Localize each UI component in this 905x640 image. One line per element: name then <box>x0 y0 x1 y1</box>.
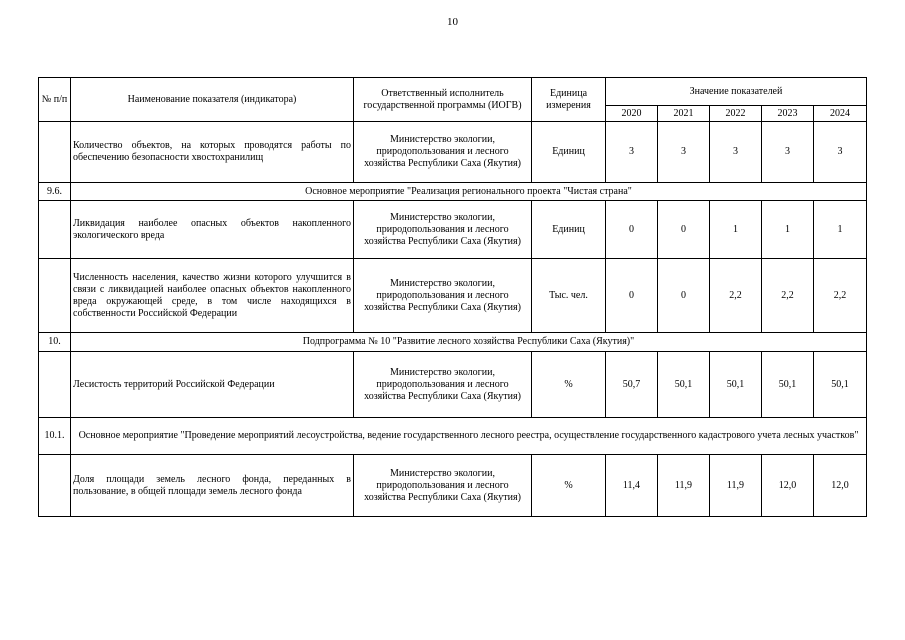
row-indicator-name: Доля площади земель лесного фонда, переданных в пользование, в общей площади земель лесного фонда <box>71 455 354 517</box>
section-row <box>39 183 867 201</box>
section-num: 10.1. <box>39 418 71 455</box>
row-unit: Тыс. чел. <box>532 259 606 333</box>
header-name: Наименование показателя (индикатора) <box>71 78 354 122</box>
section-row <box>39 333 867 352</box>
row-value: 11,9 <box>710 455 762 517</box>
row-num <box>39 352 71 418</box>
row-executor: Министерство экологии, природопользования и лесного хозяйства Республики Саха (Якутия) <box>354 352 532 418</box>
section-num: 10. <box>39 333 71 352</box>
row-unit: Единиц <box>532 122 606 183</box>
header-row <box>39 78 867 106</box>
row-value: 0 <box>658 201 710 259</box>
row-value: 0 <box>606 259 658 333</box>
row-indicator-name: Лесистость территорий Российской Федерации <box>71 352 354 418</box>
row-num <box>39 201 71 259</box>
header-values: Значение показателей <box>606 78 867 106</box>
header-year: 2022 <box>710 106 762 122</box>
row-value: 3 <box>606 122 658 183</box>
row-value: 1 <box>710 201 762 259</box>
row-indicator-name: Ликвидация наиболее опасных объектов накопленного экологического вреда <box>71 201 354 259</box>
row-indicator-name: Количество объектов, на которых проводятся работы по обеспечению безопасности хвостохранилищ <box>71 122 354 183</box>
header-year: 2023 <box>762 106 814 122</box>
row-num <box>39 455 71 517</box>
row-value: 1 <box>762 201 814 259</box>
row-value: 12,0 <box>762 455 814 517</box>
row-value: 0 <box>658 259 710 333</box>
row-num <box>39 122 71 183</box>
subprogram-title: Подпрограмма № 10 "Развитие лесного хозяйства Республики Саха (Якутия)" <box>71 333 867 352</box>
row-executor: Министерство экологии, природопользования и лесного хозяйства Республики Саха (Якутия) <box>354 122 532 183</box>
table-row <box>39 122 867 183</box>
row-unit: Единиц <box>532 201 606 259</box>
row-value: 3 <box>710 122 762 183</box>
row-value: 2,2 <box>814 259 867 333</box>
row-value: 0 <box>606 201 658 259</box>
row-indicator-name: Численность населения, качество жизни которого улучшится в связи с ликвидацией наиболее опасных объектов накопленного вреда окружающей среде, в том числе находящихся в собственности Российской Федерации <box>71 259 354 333</box>
row-value: 50,7 <box>606 352 658 418</box>
row-unit: % <box>532 455 606 517</box>
header-year: 2020 <box>606 106 658 122</box>
row-value: 3 <box>762 122 814 183</box>
row-executor: Министерство экологии, природопользования и лесного хозяйства Республики Саха (Якутия) <box>354 455 532 517</box>
section-num: 9.6. <box>39 183 71 201</box>
section-row <box>39 418 867 455</box>
row-executor: Министерство экологии, природопользования и лесного хозяйства Республики Саха (Якутия) <box>354 259 532 333</box>
row-value: 50,1 <box>814 352 867 418</box>
row-value: 12,0 <box>814 455 867 517</box>
row-value: 11,4 <box>606 455 658 517</box>
header-year: 2021 <box>658 106 710 122</box>
row-value: 1 <box>814 201 867 259</box>
page-number: 10 <box>447 16 458 28</box>
row-value: 3 <box>658 122 710 183</box>
table-row <box>39 352 867 418</box>
table-row <box>39 455 867 517</box>
table-row <box>39 201 867 259</box>
row-value: 50,1 <box>658 352 710 418</box>
row-value: 11,9 <box>658 455 710 517</box>
table-row <box>39 259 867 333</box>
header-executor: Ответственный исполнитель государственной программы (ИОГВ) <box>354 78 532 122</box>
row-value: 50,1 <box>710 352 762 418</box>
header-unit: Единица измерения <box>532 78 606 122</box>
header-num: № п/п <box>39 78 71 122</box>
row-value: 3 <box>814 122 867 183</box>
row-executor: Министерство экологии, природопользования и лесного хозяйства Республики Саха (Якутия) <box>354 201 532 259</box>
section-title: Основное мероприятие "Проведение мероприятий лесоустройства, ведение государственного лесного реестра, осуществление государственного кадастрового учета лесных участков" <box>71 418 867 455</box>
row-unit: % <box>532 352 606 418</box>
section-title: Основное мероприятие "Реализация регионального проекта "Чистая страна" <box>71 183 867 201</box>
row-value: 2,2 <box>762 259 814 333</box>
header-year: 2024 <box>814 106 867 122</box>
row-num <box>39 259 71 333</box>
row-value: 2,2 <box>710 259 762 333</box>
indicators-table <box>38 77 867 517</box>
row-value: 50,1 <box>762 352 814 418</box>
